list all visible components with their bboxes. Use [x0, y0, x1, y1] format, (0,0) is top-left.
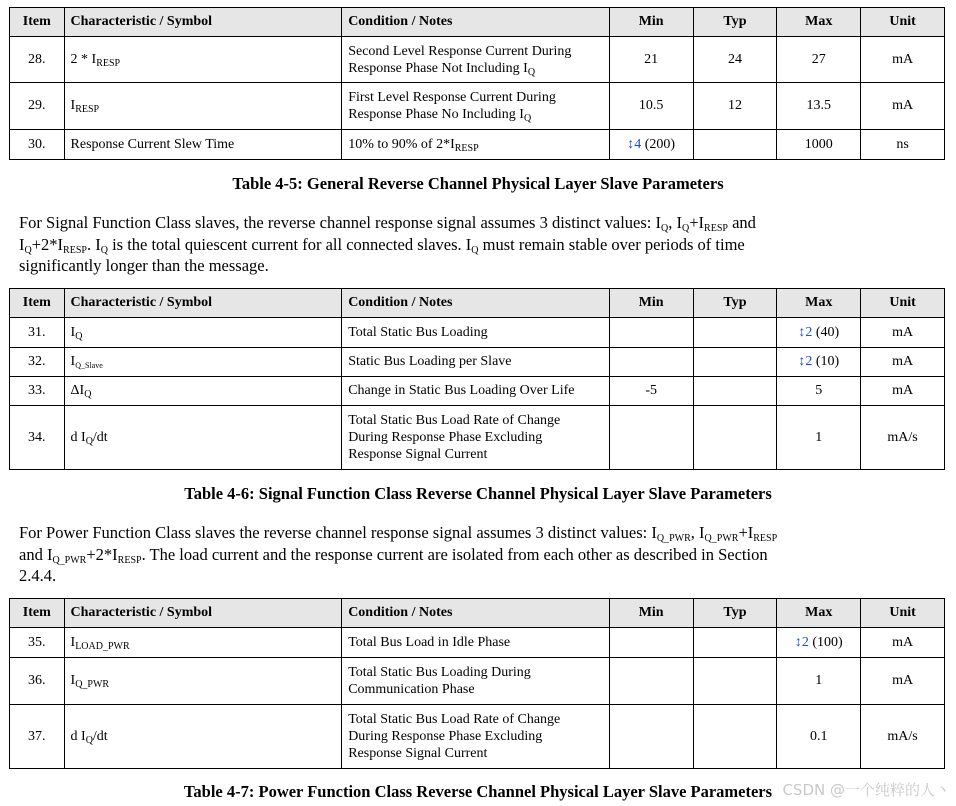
- header-item: Item: [10, 599, 65, 628]
- header-unit: Unit: [861, 289, 945, 318]
- condition-cell: Total Static Bus Loading During Communication Phase: [342, 658, 610, 705]
- max-value: 1: [777, 658, 861, 705]
- header-min: Min: [609, 599, 693, 628]
- paragraph: For Signal Function Class slaves, the reverse channel response signal assumes 3 distinct values: $I_Q$, $I_Q+I_{RESP}$ and $I_Q+2*I_{RESP}$. $I_Q$ is the total quiescent current for all connected slaves. $I_Q$ must remain stable over periods of time significantly longer than the message.: [19, 213, 756, 275]
- symbol-cell: $\Delta I_Q$: [64, 377, 342, 406]
- header-condition: Condition / Notes: [342, 289, 610, 318]
- table-row: [10, 348, 945, 377]
- typ-value: [693, 705, 777, 769]
- header-max: Max: [777, 289, 861, 318]
- header-item: Item: [10, 289, 65, 318]
- typ-value: [693, 406, 777, 470]
- item-number: 34.: [10, 406, 65, 470]
- table-4-5: [9, 7, 945, 160]
- table-caption: Table 4-6: Signal Function Class Reverse Channel Physical Layer Slave Parameters: [184, 484, 772, 503]
- paragraph: For Power Function Class slaves the reverse channel response signal assumes 3 distinct values: $I_{Q\_PWR}$, $I_{Q\_PWR}+I_{RESP}$ and $I_{Q\_PWR}+2*I_{RESP}$. The load current and the response current are isolated from each other as described in Section 2.4.4.: [19, 523, 778, 585]
- header-unit: Unit: [861, 8, 945, 37]
- item-number: 30.: [10, 130, 65, 160]
- min-value: [609, 658, 693, 705]
- unit-value: mA/s: [861, 705, 945, 769]
- unit-value: mA: [861, 628, 945, 658]
- symbol-cell: d $I_Q/dt$: [64, 705, 342, 769]
- min-value: [609, 628, 693, 658]
- min-value: 10.5: [609, 83, 693, 130]
- table-header-row: [10, 289, 945, 318]
- cross-reference-link[interactable]: ↕2: [794, 634, 809, 650]
- max-value: ↕2 (40): [777, 318, 861, 348]
- condition-cell: Static Bus Loading per Slave: [342, 348, 610, 377]
- typ-value: [693, 628, 777, 658]
- condition-cell: Second Level Response Current During Response Phase Not Including $I_Q$: [342, 37, 610, 83]
- table-row: [10, 377, 945, 406]
- unit-value: mA: [861, 318, 945, 348]
- unit-value: mA/s: [861, 406, 945, 470]
- symbol-cell: $I_{Q\_PWR}$: [64, 658, 342, 705]
- item-number: 31.: [10, 318, 65, 348]
- watermark: CSDN @一个纯粹的人丶: [782, 781, 950, 799]
- max-value: 27: [777, 37, 861, 83]
- item-number: 36.: [10, 658, 65, 705]
- max-value: 1: [777, 406, 861, 470]
- header-typ: Typ: [693, 289, 777, 318]
- header-item: Item: [10, 8, 65, 37]
- max-value: 13.5: [777, 83, 861, 130]
- symbol-cell: $I_{RESP}$: [64, 83, 342, 130]
- typ-value: [693, 348, 777, 377]
- header-unit: Unit: [861, 599, 945, 628]
- min-value: [609, 705, 693, 769]
- symbol-cell: Response Current Slew Time: [64, 130, 342, 160]
- typ-value: 12: [693, 83, 777, 130]
- item-number: 37.: [10, 705, 65, 769]
- table-row: [10, 406, 945, 470]
- header-characteristic: Characteristic / Symbol: [64, 289, 342, 318]
- header-typ: Typ: [693, 599, 777, 628]
- min-value: 21: [609, 37, 693, 83]
- unit-value: mA: [861, 37, 945, 83]
- typ-value: [693, 318, 777, 348]
- condition-cell: First Level Response Current During Response Phase No Including $I_Q$: [342, 83, 610, 130]
- header-max: Max: [777, 599, 861, 628]
- table-row: [10, 83, 945, 130]
- header-max: Max: [777, 8, 861, 37]
- typ-value: [693, 130, 777, 160]
- min-value: [609, 318, 693, 348]
- min-value: [609, 406, 693, 470]
- typ-value: [693, 658, 777, 705]
- table-4-7: [9, 598, 945, 769]
- header-condition: Condition / Notes: [342, 599, 610, 628]
- table-caption: Table 4-7: Power Function Class Reverse Channel Physical Layer Slave Parameters: [183, 782, 773, 801]
- unit-value: mA: [861, 348, 945, 377]
- symbol-cell: $I_Q$: [64, 318, 342, 348]
- header-typ: Typ: [693, 8, 777, 37]
- item-number: 28.: [10, 37, 65, 83]
- header-characteristic: Characteristic / Symbol: [64, 599, 342, 628]
- header-min: Min: [609, 289, 693, 318]
- typ-value: [693, 377, 777, 406]
- symbol-cell: $2 * I_{RESP}$: [64, 37, 342, 83]
- header-characteristic: Characteristic / Symbol: [64, 8, 342, 37]
- condition-cell: 10% to 90% of $2*I_{RESP}$: [342, 130, 610, 160]
- table-header-row: [10, 599, 945, 628]
- symbol-cell: $I_{LOAD\_PWR}$: [64, 628, 342, 658]
- condition-cell: Change in Static Bus Loading Over Life: [342, 377, 610, 406]
- cross-reference-link[interactable]: ↕2: [798, 324, 813, 340]
- table-row: [10, 37, 945, 83]
- condition-cell: Total Static Bus Loading: [342, 318, 610, 348]
- header-min: Min: [609, 8, 693, 37]
- item-number: 33.: [10, 377, 65, 406]
- table-row: [10, 628, 945, 658]
- min-value: ↕4 (200): [609, 130, 693, 160]
- item-number: 35.: [10, 628, 65, 658]
- cross-reference-link[interactable]: ↕4: [627, 136, 642, 152]
- max-value: ↕2 (100): [777, 628, 861, 658]
- item-number: 32.: [10, 348, 65, 377]
- min-value: [609, 348, 693, 377]
- condition-cell: Total Bus Load in Idle Phase: [342, 628, 610, 658]
- max-value: 5: [777, 377, 861, 406]
- table-row: [10, 658, 945, 705]
- table-header-row: [10, 8, 945, 37]
- min-value: -5: [609, 377, 693, 406]
- symbol-cell: $I_{Q\_Slave}$: [64, 348, 342, 377]
- max-value: 1000: [777, 130, 861, 160]
- header-condition: Condition / Notes: [342, 8, 610, 37]
- table-4-6: [9, 288, 945, 470]
- table-row: [10, 705, 945, 769]
- table-caption: Table 4-5: General Reverse Channel Physical Layer Slave Parameters: [232, 174, 724, 193]
- unit-value: mA: [861, 83, 945, 130]
- unit-value: ns: [861, 130, 945, 160]
- condition-cell: Total Static Bus Load Rate of Change During Response Phase Excluding Response Signal Current: [342, 705, 610, 769]
- cross-reference-link[interactable]: ↕2: [798, 354, 813, 369]
- typ-value: 24: [693, 37, 777, 83]
- max-value: 0.1: [777, 705, 861, 769]
- symbol-cell: d $I_Q/dt$: [64, 406, 342, 470]
- max-value: ↕2 (10): [777, 348, 861, 377]
- item-number: 29.: [10, 83, 65, 130]
- unit-value: mA: [861, 377, 945, 406]
- table-row: [10, 130, 945, 160]
- unit-value: mA: [861, 658, 945, 705]
- table-row: [10, 318, 945, 348]
- condition-cell: Total Static Bus Load Rate of Change During Response Phase Excluding Response Signal Current: [342, 406, 610, 470]
